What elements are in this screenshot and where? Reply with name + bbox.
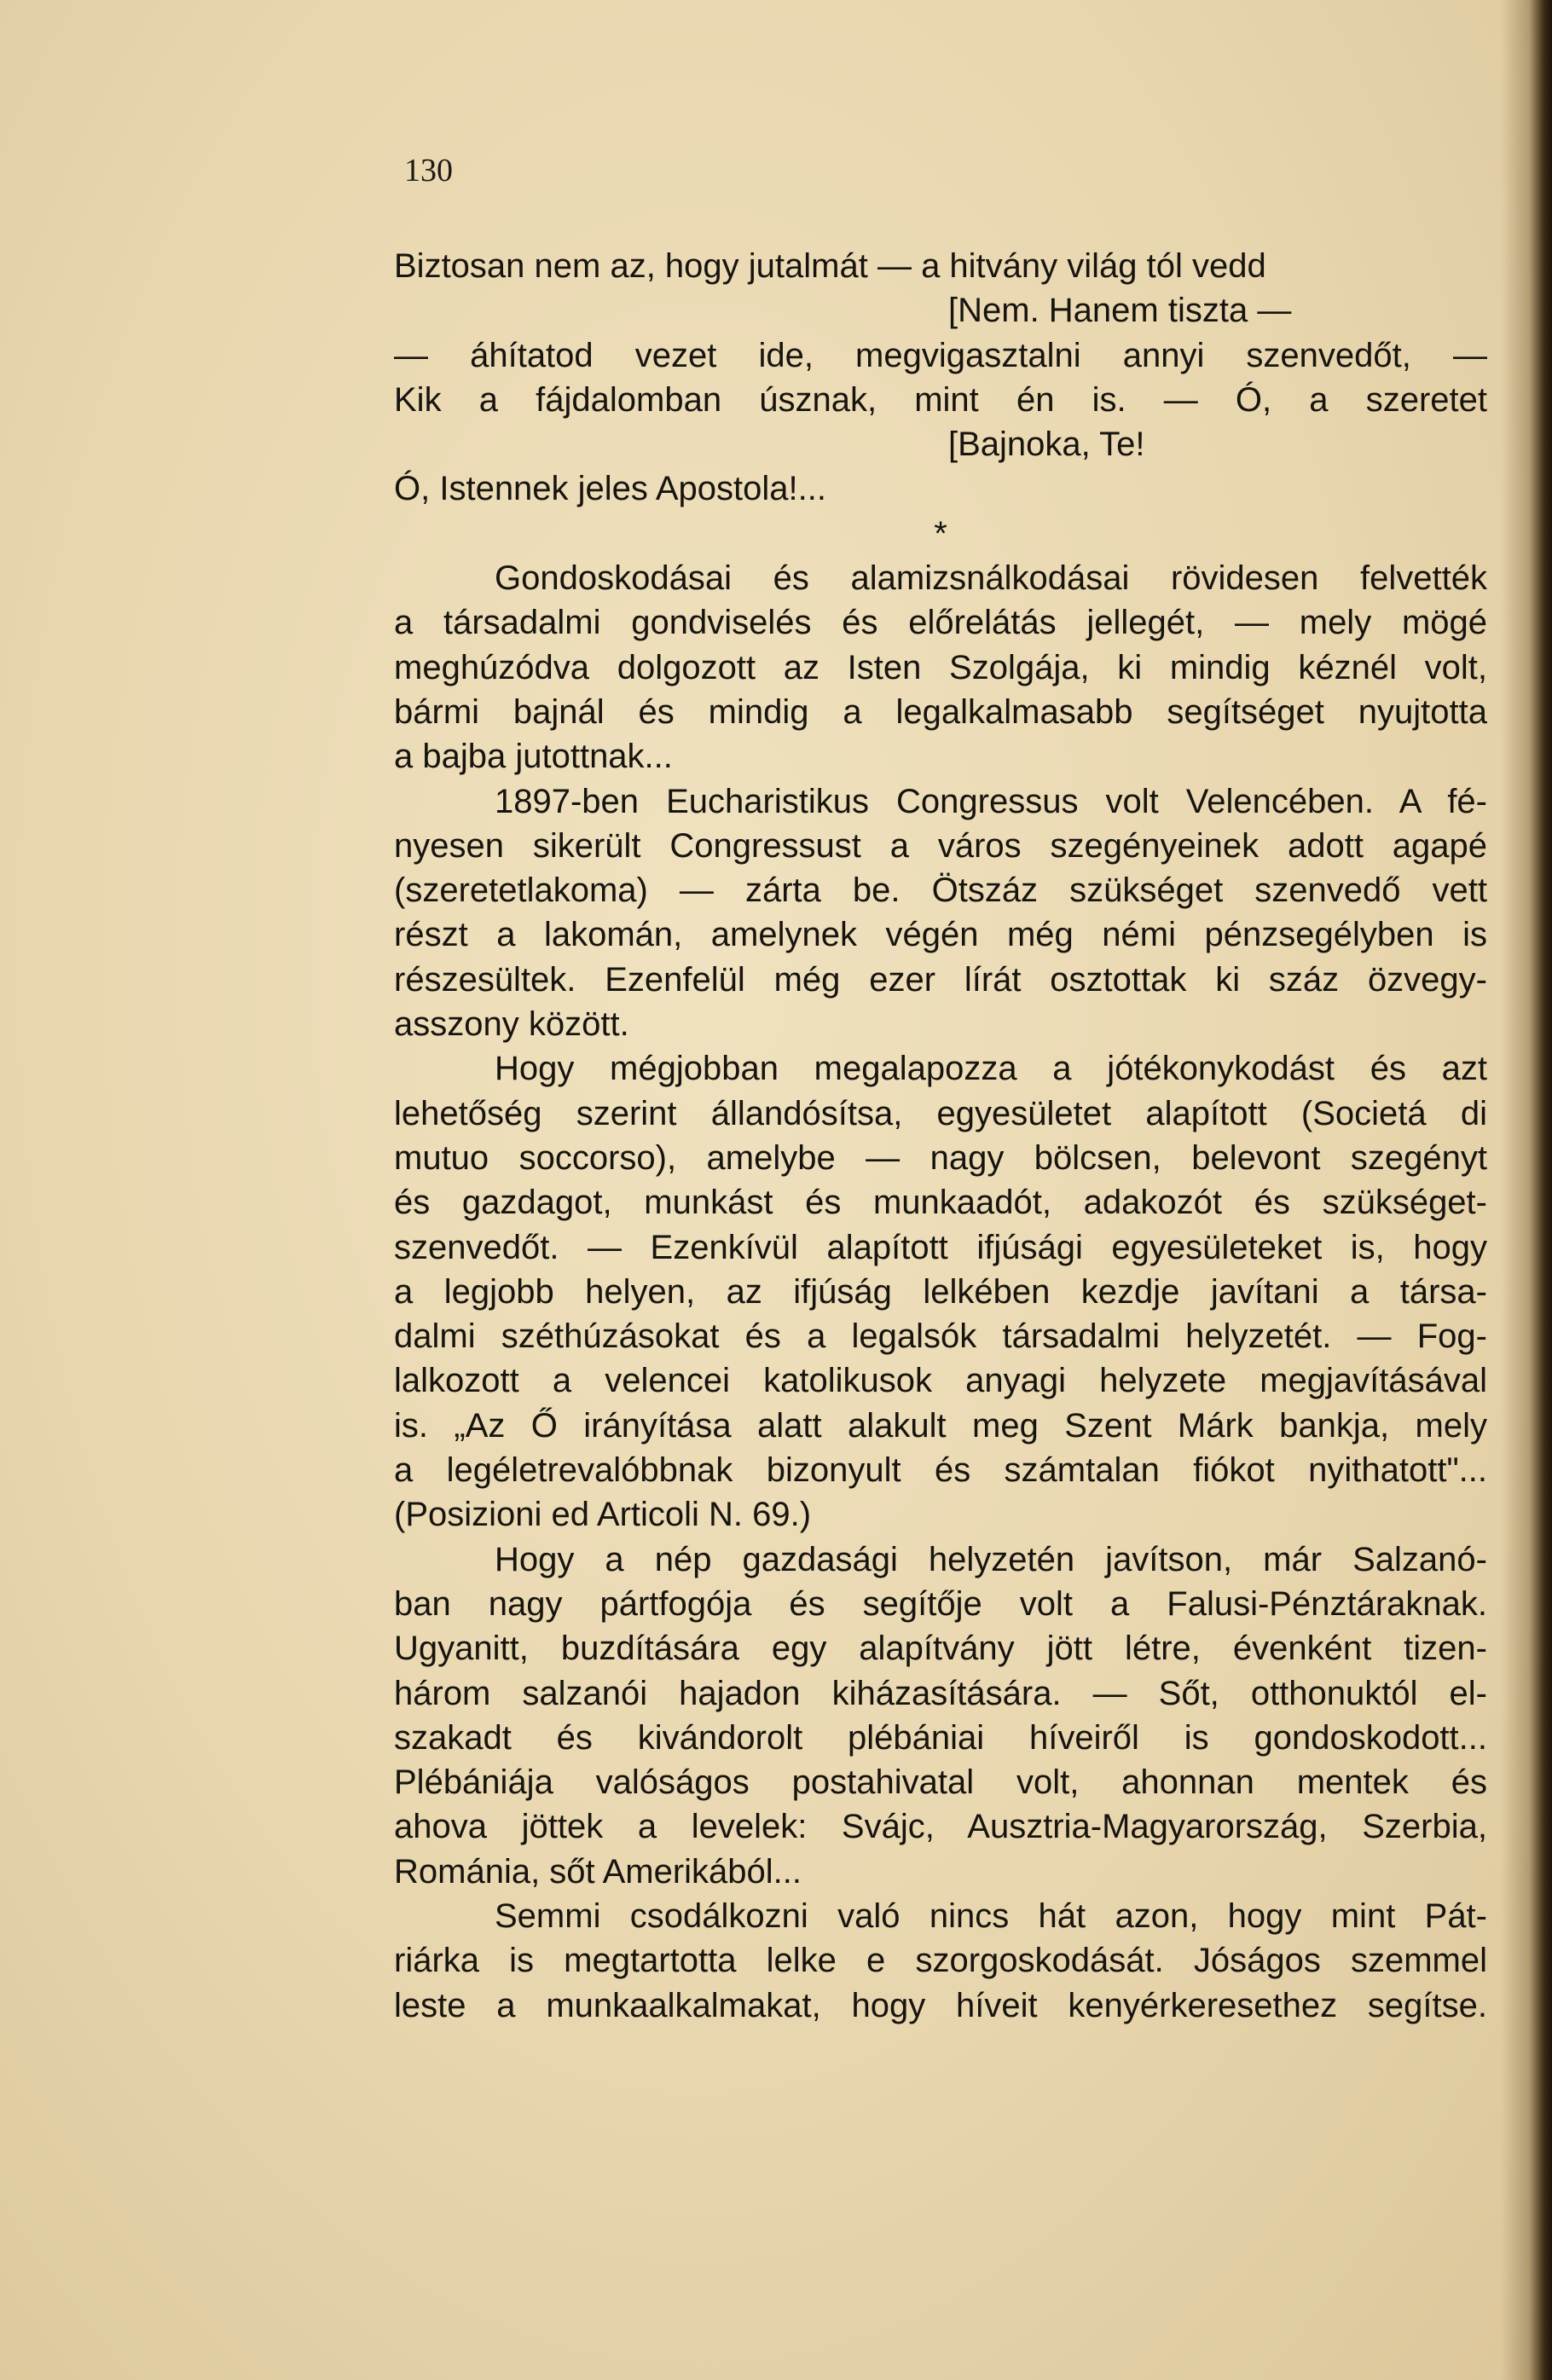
paragraph-line: Hogy mégjobban megalapozza a jótékonykodást és azt	[495, 1050, 1487, 1088]
paragraph-line: lalkozott a velencei katolikusok anyagi helyzete megjavításával	[394, 1362, 1487, 1400]
paragraph-line: szenvedőt. — Ezenkívül alapított ifjúsági egyesületeket is, hogy	[394, 1228, 1487, 1266]
paragraph-line: részt a lakomán, amelynek végén még némi pénzsegélyben is	[394, 916, 1487, 954]
paragraph-line: szakadt és kivándorolt plébániai híveiről is gondoskodott...	[394, 1718, 1487, 1757]
poem-line: [Nem. Hanem tiszta —	[948, 292, 1292, 330]
paragraph-line: Semmi csodálkozni való nincs hát azon, hogy mint Pát-	[495, 1896, 1487, 1935]
paragraph-line: 1897-ben Eucharistikus Congressus volt Velencében. A fé-	[495, 782, 1487, 820]
paragraph-line: is. „Az Ő irányítása alatt alakult meg Szent Márk bankja, mely	[394, 1406, 1487, 1445]
paragraph-line: részesültek. Ezenfelül még ezer lírát osztottak ki száz özvegy-	[394, 960, 1487, 999]
poem-line: Ó, Istennek jeles Apostola!...	[394, 470, 826, 508]
paragraph-line: (szeretetlakoma) — zárta be. Ötszáz szükséget szenvedő vett	[394, 872, 1487, 910]
paragraph-line: Románia, sőt Amerikából...	[394, 1852, 802, 1891]
paragraph-line: a legjobb helyen, az ifjúság lelkében kezdje javítani a társa-	[394, 1272, 1487, 1311]
paragraph-line: a legéletrevalóbbnak bizonyult és számtalan fiókot nyithatott"...	[394, 1451, 1487, 1490]
paragraph-line: ahova jöttek a levelek: Svájc, Ausztria-Magyarország, Szerbia,	[394, 1808, 1487, 1846]
paragraph-line: három salzanói hajadon kiházasítására. — Sőt, otthonuktól el-	[394, 1674, 1487, 1712]
paragraph-line: Gondoskodásai és alamizsnálkodásai rövidesen felvették	[495, 559, 1487, 598]
paragraph-line: riárka is megtartotta lelke e szorgoskodását. Jóságos szemmel	[394, 1942, 1487, 1980]
paragraph-line: bármi bajnál és mindig a legalkalmasabb segítséget nyujtotta	[394, 692, 1487, 731]
paragraph-line: nyesen sikerült Congressust a város szegényeinek adott agapé	[394, 826, 1487, 865]
paragraph-line: dalmi széthúzásokat és a legalsók társadalmi helyzetét. — Fog-	[394, 1317, 1487, 1356]
paragraph-line: Hogy a nép gazdasági helyzetén javítson, már Salzanó-	[495, 1540, 1487, 1578]
paragraph-line: meghúzódva dolgozott az Isten Szolgája, ki mindig kéznél volt,	[394, 648, 1487, 686]
section-separator: *	[934, 514, 947, 553]
paragraph-line: leste a munkaalkalmakat, hogy híveit kenyérkeresethez segítse.	[394, 1986, 1487, 2024]
poem-line: Biztosan nem az, hogy jutalmát — a hitvány világ tól vedd	[394, 247, 1266, 285]
paragraph-line: Plébániája valóságos postahivatal volt, ahonnan mentek és	[394, 1763, 1487, 1802]
paragraph-line: lehetőség szerint állandósítsa, egyesületet alapított (Societá di	[394, 1094, 1487, 1132]
poem-line: — áhítatod vezet ide, megvigasztalni annyi szenvedőt, —	[394, 336, 1487, 374]
page-edge-shadow	[1501, 0, 1552, 2380]
poem-line: [Bajnoka, Te!	[948, 426, 1145, 464]
paragraph-line: Ugyanitt, buzdítására egy alapítvány jött létre, évenként tizen-	[394, 1630, 1487, 1668]
text-block	[394, 244, 1487, 2028]
paragraph-line: és gazdagot, munkást és munkaadót, adakozót és szükséget-	[394, 1184, 1487, 1222]
paragraph-line: ban nagy pártfogója és segítője volt a Falusi-Pénztáraknak.	[394, 1584, 1487, 1623]
poem-line: Kik a fájdalomban úsznak, mint én is. — Ó, a szeretet	[394, 380, 1487, 419]
page-number: 130	[404, 153, 453, 188]
paragraph-line: a társadalmi gondviselés és előrelátás jellegét, — mely mögé	[394, 604, 1487, 642]
paragraph-line: (Posizioni ed Articoli N. 69.)	[394, 1496, 812, 1534]
paragraph-line: mutuo soccorso), amelybe — nagy bölcsen, belevont szegényt	[394, 1138, 1487, 1177]
paragraph-line: asszony között.	[394, 1005, 629, 1044]
paragraph-line: a bajba jutottnak...	[394, 738, 673, 776]
